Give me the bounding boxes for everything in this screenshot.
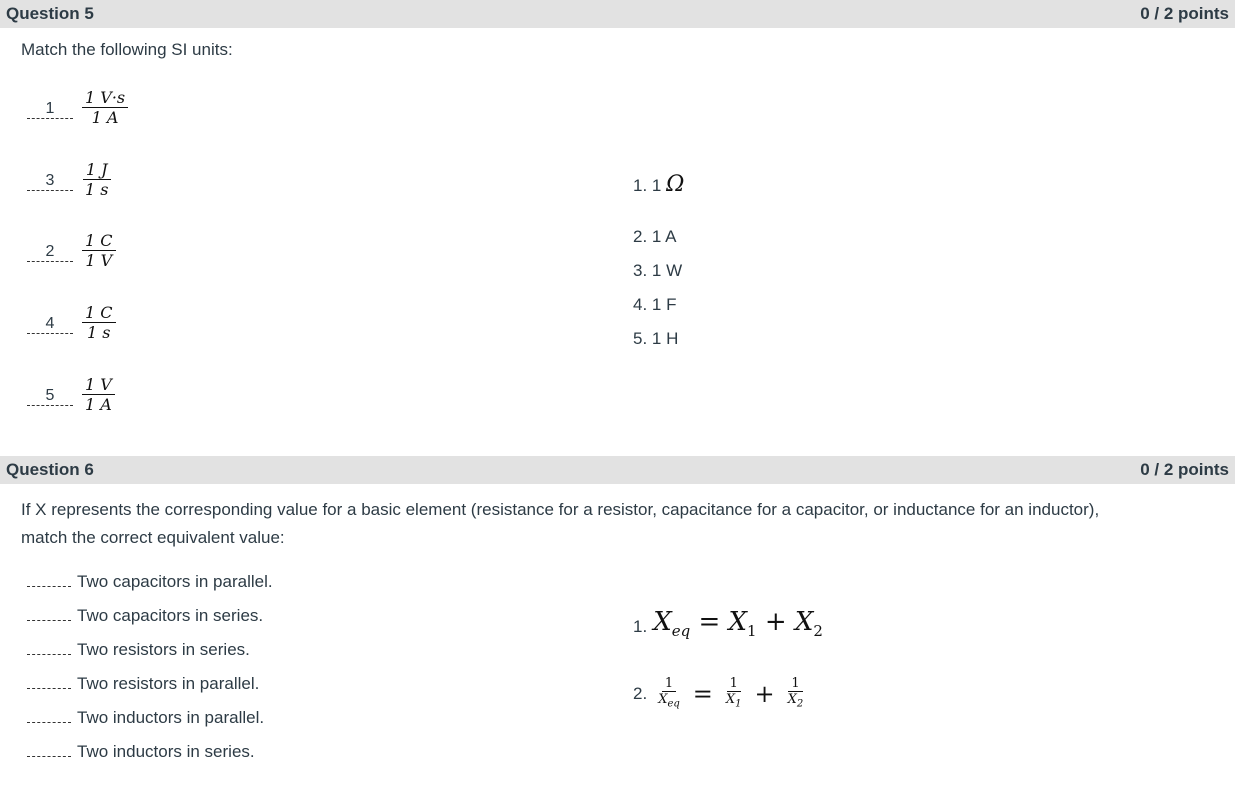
q6-statement-row-6 bbox=[27, 742, 255, 766]
q5-unit-expression-3 bbox=[82, 231, 116, 270]
q6-choice-2 bbox=[633, 676, 810, 713]
q6-formula-2-plus: + bbox=[754, 680, 775, 709]
question-5-prompt: Match the following SI units: bbox=[21, 40, 233, 59]
q6-answer-select-1[interactable] bbox=[27, 572, 71, 587]
q5-answer-select-1[interactable] bbox=[27, 102, 73, 124]
q5-unit-expression-4 bbox=[82, 303, 116, 342]
q5-answer-select-2[interactable] bbox=[27, 174, 73, 196]
q6-statement-row-3 bbox=[27, 640, 250, 664]
q5-choice-label-5: 5. bbox=[633, 329, 648, 348]
question-6-prompt-line-1: If X represents the corresponding value for a basic element (resistance for a resistor, capacitance for a capacitor, or inductance for an inductor), bbox=[21, 500, 1100, 519]
q5-unit-numerator-5: 1 V bbox=[82, 375, 115, 395]
q5-unit-expression-5 bbox=[82, 375, 115, 414]
q5-answer-select-5[interactable] bbox=[27, 389, 73, 411]
q6-answer-select-2[interactable] bbox=[27, 606, 71, 621]
q5-unit-denominator-3: 1 V bbox=[85, 251, 113, 270]
question-6-header bbox=[0, 456, 1235, 484]
q5-unit-expression-2 bbox=[82, 160, 111, 199]
q5-choice-4 bbox=[633, 295, 676, 315]
q5-unit-denominator-5: 1 A bbox=[85, 395, 112, 414]
q6-statement-row-1 bbox=[27, 572, 273, 596]
q6-answer-select-5[interactable] bbox=[27, 708, 71, 723]
q5-answer-value-2: 3 bbox=[45, 172, 55, 189]
q6-choice-label-2: 2. bbox=[633, 684, 648, 704]
q6-formula-2-lhs: 1 $X_{eq}$ bbox=[658, 676, 680, 710]
q5-choice-label-2: 2. bbox=[633, 227, 648, 246]
q5-choice-math-1: Ω bbox=[666, 172, 685, 197]
q5-choice-3 bbox=[633, 261, 682, 281]
q6-statement-6: Two inductors in series. bbox=[77, 742, 255, 761]
q5-choice-text-2: 1 A bbox=[651, 227, 677, 246]
q6-statement-5: Two inductors in parallel. bbox=[77, 708, 265, 727]
question-5-header bbox=[0, 0, 1235, 28]
q5-choice-text-3: 1 W bbox=[651, 261, 683, 280]
q5-unit-numerator-4: 1 C bbox=[82, 303, 116, 323]
q5-choice-label-1: 1. bbox=[633, 176, 648, 195]
q6-statement-4: Two resistors in parallel. bbox=[77, 674, 260, 693]
q5-unit-denominator-1: 1 A bbox=[91, 108, 119, 127]
q6-answer-select-6[interactable] bbox=[27, 742, 71, 757]
q5-choice-1 bbox=[633, 172, 684, 197]
q5-answer-value-4: 4 bbox=[45, 315, 55, 332]
q5-answer-select-3[interactable] bbox=[27, 245, 73, 267]
q6-statement-3: Two resistors in series. bbox=[77, 640, 250, 659]
q6-answer-select-3[interactable] bbox=[27, 640, 71, 655]
q5-choice-2 bbox=[633, 227, 677, 247]
question-6-prompt-line-2: match the correct equivalent value: bbox=[21, 528, 285, 547]
q6-formula-2-equals: = bbox=[692, 680, 713, 709]
q5-unit-numerator-2: 1 J bbox=[83, 160, 111, 180]
q5-answer-value-3: 2 bbox=[45, 243, 55, 260]
q5-answer-value-5: 5 bbox=[45, 387, 55, 404]
q6-statement-1: Two capacitors in parallel. bbox=[77, 572, 273, 591]
q5-unit-numerator-3: 1 C bbox=[82, 231, 116, 251]
question-6-title: Question 6 bbox=[6, 460, 94, 479]
q6-formula-2-term-2: $\frac{1}{X_2}$ bbox=[787, 676, 804, 710]
q6-formula-1: $X_{eq} = X_1 + X_2$ bbox=[653, 607, 823, 641]
q6-formula-2-term-1: $\frac{1}{X_1}$ bbox=[725, 676, 742, 710]
q6-statement-row-2 bbox=[27, 606, 263, 630]
question-6-points: 0 / 2 points bbox=[1140, 460, 1229, 479]
q6-choice-1 bbox=[633, 607, 823, 640]
question-5-points: 0 / 2 points bbox=[1140, 4, 1229, 23]
q5-unit-numerator-1: 1 V·s bbox=[82, 88, 128, 108]
q5-unit-expression-1 bbox=[82, 88, 128, 127]
q5-choice-5 bbox=[633, 329, 678, 349]
q5-choice-text-5: 1 H bbox=[651, 329, 679, 348]
q5-choice-label-3: 3. bbox=[633, 261, 648, 280]
q5-choice-text-1: 1 bbox=[651, 176, 667, 195]
q6-statement-2: Two capacitors in series. bbox=[77, 606, 264, 625]
q5-answer-value-1: 1 bbox=[45, 100, 55, 117]
q5-choice-text-4: 1 F bbox=[651, 295, 677, 314]
q5-answer-select-4[interactable] bbox=[27, 317, 73, 339]
q6-statement-row-5 bbox=[27, 708, 264, 732]
q5-unit-denominator-4: 1 s bbox=[87, 323, 111, 342]
question-5-title: Question 5 bbox=[6, 4, 94, 23]
q5-unit-denominator-2: 1 s bbox=[85, 180, 109, 199]
q5-choice-label-4: 4. bbox=[633, 295, 648, 314]
q6-answer-select-4[interactable] bbox=[27, 674, 71, 689]
q6-statement-row-4 bbox=[27, 674, 259, 698]
q6-choice-label-1: 1. bbox=[633, 616, 648, 636]
